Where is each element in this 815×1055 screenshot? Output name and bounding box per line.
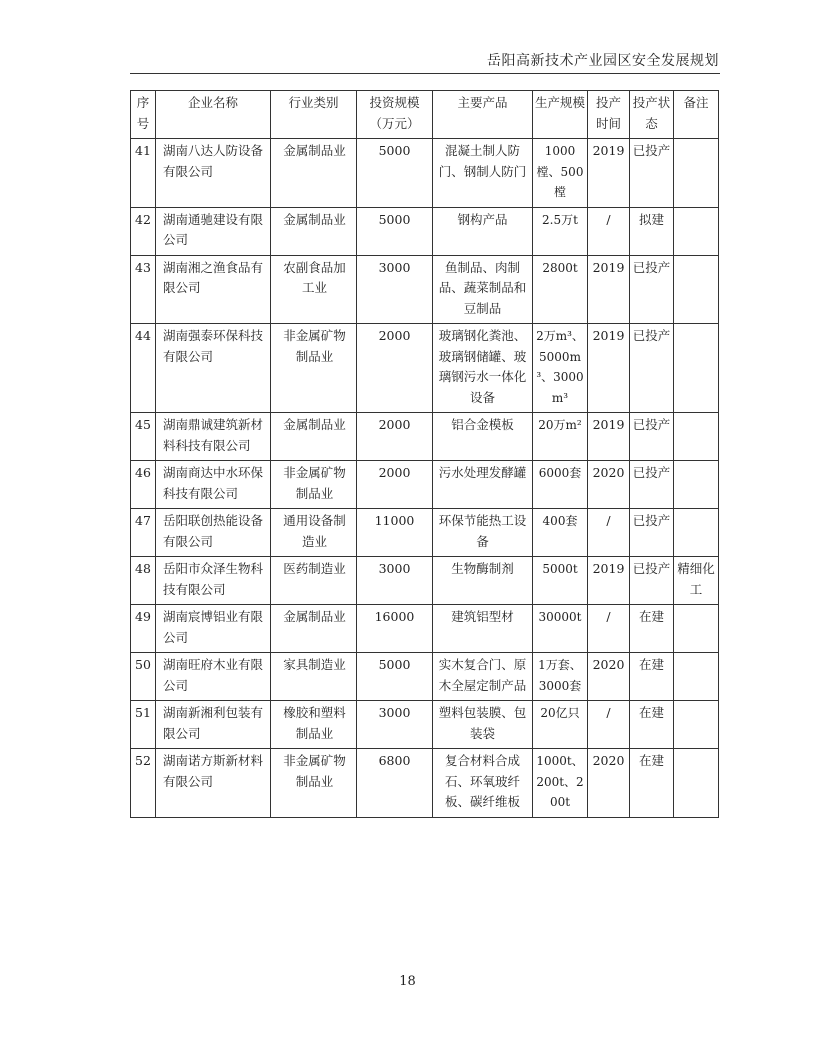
cell-no: 52 <box>131 749 156 818</box>
cell-production-scale: 20亿只 <box>533 701 588 749</box>
cell-industry: 医药制造业 <box>271 557 357 605</box>
cell-investment: 2000 <box>357 324 433 413</box>
cell-production-year: 2020 <box>588 653 630 701</box>
cell-note <box>674 701 719 749</box>
cell-production-status: 已投产 <box>630 461 674 509</box>
cell-production-status: 已投产 <box>630 509 674 557</box>
cell-industry: 金属制品业 <box>271 139 357 208</box>
cell-production-scale: 400套 <box>533 509 588 557</box>
document-header-title: 岳阳高新技术产业园区安全发展规划 <box>487 53 719 69</box>
cell-no: 41 <box>131 139 156 208</box>
cell-main-product: 污水处理发酵罐 <box>433 461 533 509</box>
cell-investment: 6800 <box>357 749 433 818</box>
table-row <box>131 207 719 255</box>
cell-production-year: / <box>588 509 630 557</box>
cell-company-name: 湖南宸博铝业有限公司 <box>156 605 271 653</box>
cell-company-name: 湖南旺府木业有限公司 <box>156 653 271 701</box>
cell-no: 46 <box>131 461 156 509</box>
cell-note <box>674 653 719 701</box>
cell-note <box>674 509 719 557</box>
cell-production-scale: 1000t、200t、200t <box>533 749 588 818</box>
cell-production-year: / <box>588 207 630 255</box>
table-row <box>131 557 719 605</box>
cell-industry: 非金属矿物制品业 <box>271 461 357 509</box>
cell-production-year: / <box>588 701 630 749</box>
cell-production-year: 2020 <box>588 461 630 509</box>
cell-main-product: 环保节能热工设备 <box>433 509 533 557</box>
cell-company-name: 湖南八达人防设备有限公司 <box>156 139 271 208</box>
table-header-row <box>131 91 719 139</box>
cell-note: 精细化工 <box>674 557 719 605</box>
cell-company-name: 岳阳市众泽生物科技有限公司 <box>156 557 271 605</box>
cell-main-product: 生物酶制剂 <box>433 557 533 605</box>
cell-investment: 5000 <box>357 139 433 208</box>
cell-no: 42 <box>131 207 156 255</box>
table-row <box>131 701 719 749</box>
cell-industry: 金属制品业 <box>271 207 357 255</box>
cell-investment: 2000 <box>357 413 433 461</box>
cell-no: 47 <box>131 509 156 557</box>
cell-main-product: 建筑铝型材 <box>433 605 533 653</box>
cell-industry: 金属制品业 <box>271 605 357 653</box>
column-header-product: 主要产品 <box>433 91 533 139</box>
page-number: 18 <box>399 974 416 989</box>
cell-production-status: 已投产 <box>630 324 674 413</box>
cell-industry: 橡胶和塑料制品业 <box>271 701 357 749</box>
cell-note <box>674 255 719 324</box>
table-row <box>131 461 719 509</box>
column-header-scale: 生产规模 <box>533 91 588 139</box>
cell-company-name: 湖南新湘利包装有限公司 <box>156 701 271 749</box>
cell-production-year: 2019 <box>588 413 630 461</box>
table-row <box>131 324 719 413</box>
cell-note <box>674 749 719 818</box>
cell-company-name: 湖南商达中水环保科技有限公司 <box>156 461 271 509</box>
cell-no: 44 <box>131 324 156 413</box>
cell-industry: 农副食品加工业 <box>271 255 357 324</box>
cell-investment: 3000 <box>357 557 433 605</box>
cell-investment: 5000 <box>357 207 433 255</box>
cell-production-scale: 2万m³、5000m³、3000m³ <box>533 324 588 413</box>
table-body <box>131 139 719 818</box>
table-row <box>131 255 719 324</box>
cell-no: 48 <box>131 557 156 605</box>
cell-production-year: 2020 <box>588 749 630 818</box>
table-row <box>131 605 719 653</box>
cell-production-scale: 1万套、3000套 <box>533 653 588 701</box>
cell-production-status: 在建 <box>630 605 674 653</box>
cell-production-status: 已投产 <box>630 255 674 324</box>
cell-production-status: 已投产 <box>630 413 674 461</box>
cell-production-year: 2019 <box>588 255 630 324</box>
cell-investment: 2000 <box>357 461 433 509</box>
table-row <box>131 749 719 818</box>
cell-investment: 3000 <box>357 255 433 324</box>
cell-production-year: 2019 <box>588 324 630 413</box>
cell-investment: 5000 <box>357 653 433 701</box>
cell-no: 50 <box>131 653 156 701</box>
cell-no: 49 <box>131 605 156 653</box>
column-header-name: 企业名称 <box>156 91 271 139</box>
cell-production-scale: 1000樘、500樘 <box>533 139 588 208</box>
cell-company-name: 湖南通驰建设有限公司 <box>156 207 271 255</box>
cell-main-product: 混凝土制人防门、钢制人防门 <box>433 139 533 208</box>
header-divider <box>130 73 720 74</box>
cell-main-product: 鱼制品、肉制品、蔬菜制品和豆制品 <box>433 255 533 324</box>
cell-company-name: 岳阳联创热能设备有限公司 <box>156 509 271 557</box>
cell-no: 45 <box>131 413 156 461</box>
cell-investment: 3000 <box>357 701 433 749</box>
cell-production-status: 拟建 <box>630 207 674 255</box>
cell-note <box>674 139 719 208</box>
cell-production-status: 在建 <box>630 701 674 749</box>
cell-industry: 非金属矿物制品业 <box>271 324 357 413</box>
enterprise-table <box>130 90 719 818</box>
cell-industry: 通用设备制造业 <box>271 509 357 557</box>
column-header-note: 备注 <box>674 91 719 139</box>
cell-production-scale: 30000t <box>533 605 588 653</box>
cell-production-scale: 2.5万t <box>533 207 588 255</box>
cell-company-name: 湖南强泰环保科技有限公司 <box>156 324 271 413</box>
cell-industry: 非金属矿物制品业 <box>271 749 357 818</box>
cell-company-name: 湖南湘之渔食品有限公司 <box>156 255 271 324</box>
cell-company-name: 湖南诺方斯新材料有限公司 <box>156 749 271 818</box>
cell-main-product: 实木复合门、原木全屋定制产品 <box>433 653 533 701</box>
cell-production-status: 在建 <box>630 653 674 701</box>
cell-main-product: 玻璃钢化粪池、玻璃钢储罐、玻璃钢污水一体化设备 <box>433 324 533 413</box>
column-header-status: 投产状态 <box>630 91 674 139</box>
cell-main-product: 铝合金模板 <box>433 413 533 461</box>
column-header-industry: 行业类别 <box>271 91 357 139</box>
cell-note <box>674 324 719 413</box>
cell-production-scale: 20万m² <box>533 413 588 461</box>
cell-note <box>674 207 719 255</box>
cell-production-status: 已投产 <box>630 557 674 605</box>
table-row <box>131 509 719 557</box>
cell-production-scale: 5000t <box>533 557 588 605</box>
table-row <box>131 653 719 701</box>
cell-industry: 金属制品业 <box>271 413 357 461</box>
cell-production-year: 2019 <box>588 557 630 605</box>
cell-investment: 11000 <box>357 509 433 557</box>
cell-main-product: 塑料包装膜、包装袋 <box>433 701 533 749</box>
cell-note <box>674 461 719 509</box>
column-header-no: 序号 <box>131 91 156 139</box>
cell-main-product: 复合材料合成石、环氧玻纤板、碳纤维板 <box>433 749 533 818</box>
cell-industry: 家具制造业 <box>271 653 357 701</box>
cell-production-year: / <box>588 605 630 653</box>
cell-production-status: 已投产 <box>630 139 674 208</box>
cell-note <box>674 413 719 461</box>
cell-note <box>674 605 719 653</box>
column-header-investment: 投资规模（万元） <box>357 91 433 139</box>
cell-production-scale: 2800t <box>533 255 588 324</box>
column-header-year: 投产时间 <box>588 91 630 139</box>
cell-no: 51 <box>131 701 156 749</box>
cell-no: 43 <box>131 255 156 324</box>
cell-production-year: 2019 <box>588 139 630 208</box>
cell-production-scale: 6000套 <box>533 461 588 509</box>
cell-main-product: 钢构产品 <box>433 207 533 255</box>
cell-company-name: 湖南鼎诚建筑新材料科技有限公司 <box>156 413 271 461</box>
table-row <box>131 413 719 461</box>
table-row <box>131 139 719 208</box>
cell-production-status: 在建 <box>630 749 674 818</box>
cell-investment: 16000 <box>357 605 433 653</box>
